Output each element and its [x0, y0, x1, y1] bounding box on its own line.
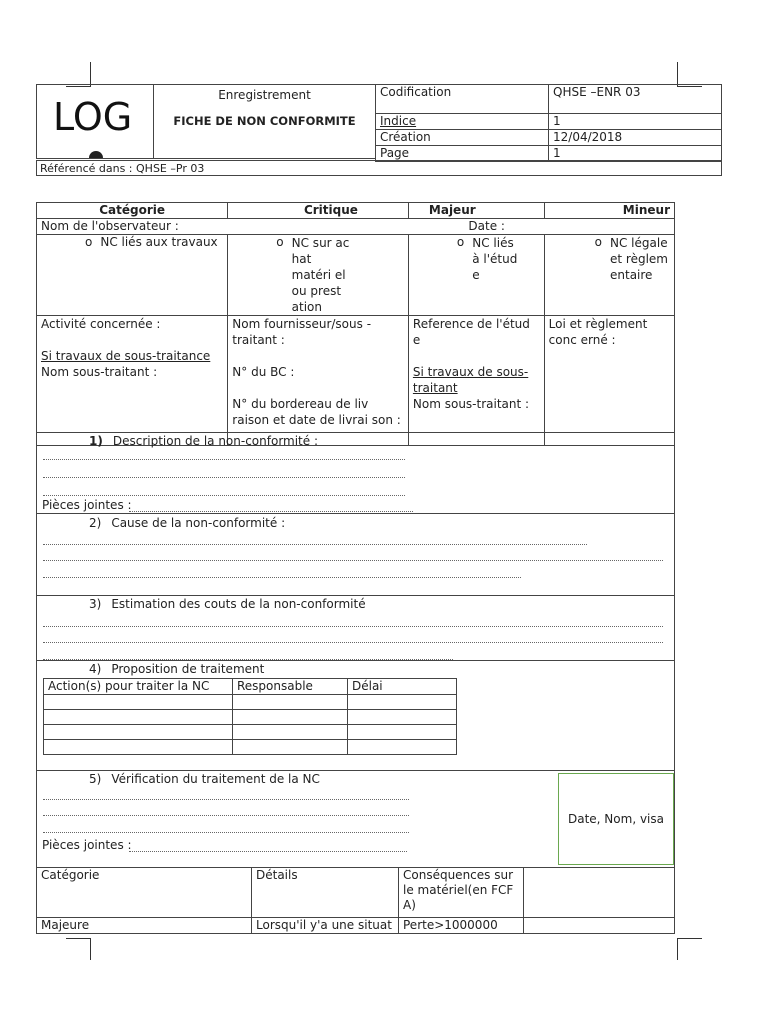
section-number: 4) [89, 662, 102, 676]
section-treatment-proposal [36, 660, 675, 771]
details-activity [37, 316, 228, 446]
writing-line[interactable] [43, 495, 405, 496]
subcontractor-name-label: Nom sous-traitant : [412, 397, 530, 411]
crop-mark-bl-v [90, 938, 91, 960]
record-type: Enregistrement [218, 88, 311, 102]
section-description [36, 432, 675, 514]
option-label: NC sur ac hat matéri el ou prest ation [291, 236, 350, 314]
option-etude[interactable] [408, 235, 544, 316]
def-header-consequences: Conséquences sur le matériel(en FCF A) [399, 868, 524, 918]
details-law [544, 316, 674, 446]
subcontract-label: Si travaux de sous-traitant [412, 365, 529, 395]
attachments-label: Pièces jointes : [42, 838, 132, 852]
def-cell-details: Lorsqu'il y'a une situat [252, 918, 399, 934]
writing-line[interactable] [43, 832, 409, 833]
section-1-title-row [89, 434, 318, 448]
writing-line[interactable] [43, 477, 405, 478]
page-value: 1 [549, 146, 722, 162]
bc-number-label: N° du BC : [232, 365, 295, 379]
observer-label: Nom de l'observateur : [37, 219, 409, 235]
option-travaux[interactable] [37, 235, 228, 316]
writing-line[interactable] [43, 815, 409, 816]
attachments-label: Pièces jointes : [42, 498, 132, 512]
indice-value: 1 [549, 114, 722, 130]
col-header-majeur: Majeur [408, 203, 544, 219]
treatment-table [43, 678, 457, 755]
writing-line[interactable] [43, 560, 663, 561]
writing-line[interactable] [43, 799, 409, 800]
bullet-icon: o [276, 235, 284, 249]
codification-value: QHSE –ENR 03 [549, 85, 722, 114]
section-5-title-row [89, 772, 320, 786]
logo-partial-glyph [89, 151, 103, 159]
subcontractor-name-label: Nom sous-traitant : [41, 365, 158, 379]
writing-line[interactable] [129, 851, 407, 852]
writing-line[interactable] [43, 577, 521, 578]
section-2-title-row [89, 516, 285, 530]
def-cell-category: Majeure [37, 918, 252, 934]
treatment-cell[interactable] [44, 740, 233, 755]
def-cell-extra [524, 918, 675, 934]
treatment-cell[interactable] [348, 725, 457, 740]
treatment-cell[interactable] [233, 695, 348, 710]
bullet-icon: o [85, 235, 93, 249]
crop-mark-br-h [677, 938, 702, 939]
bullet-icon: o [456, 235, 465, 249]
crop-mark-bl-h [66, 938, 91, 939]
writing-line[interactable] [43, 642, 663, 643]
section-title: Proposition de traitement [111, 662, 265, 676]
treatment-header-action: Action(s) pour traiter la NC [44, 679, 233, 695]
section-number: 2) [89, 516, 102, 530]
section-number: 5) [89, 772, 102, 786]
col-header-categorie: Catégorie [37, 203, 228, 219]
option-legale[interactable] [544, 235, 674, 316]
section-cost-estimate [36, 595, 675, 661]
col-header-mineur: Mineur [544, 203, 674, 219]
subcontract-label: Si travaux de sous-traitance [41, 349, 211, 363]
def-header-category: Catégorie [37, 868, 252, 918]
treatment-cell[interactable] [233, 740, 348, 755]
codification-table [375, 84, 722, 162]
creation-label: Création [376, 130, 549, 146]
section-title: Description de la non-conformité : [112, 434, 319, 448]
option-label: NC liés aux travaux [100, 235, 218, 249]
def-cell-consequences: Perte>1000000 [399, 918, 524, 934]
option-achat[interactable] [228, 235, 409, 316]
attachments-row [42, 838, 132, 852]
codification-label: Codification [376, 85, 549, 114]
indice-label: Indice [376, 114, 549, 130]
attachments-row [42, 498, 132, 512]
date-label: Date : [408, 219, 674, 235]
reference-text: Référencé dans : QHSE –Pr 03 [40, 162, 205, 175]
def-header-extra [524, 868, 675, 918]
treatment-cell[interactable] [44, 695, 233, 710]
section-verification [36, 770, 675, 868]
page-label: Page [376, 146, 549, 162]
col-header-critique: Critique [228, 203, 409, 219]
treatment-header-responsible: Responsable [233, 679, 348, 695]
def-header-details: Détails [252, 868, 399, 918]
treatment-cell[interactable] [348, 740, 457, 755]
treatment-cell[interactable] [44, 710, 233, 725]
details-study [408, 316, 544, 446]
crop-mark-br-v [677, 938, 678, 960]
crop-mark-tl-v [90, 62, 91, 86]
option-label: NC liés à l'étud e [472, 236, 518, 282]
signature-label: Date, Nom, visa [568, 812, 664, 826]
title-cell [153, 84, 376, 159]
treatment-cell[interactable] [348, 695, 457, 710]
creation-value: 12/04/2018 [549, 130, 722, 146]
law-label: Loi et règlement conc erné : [548, 317, 648, 347]
treatment-cell[interactable] [348, 710, 457, 725]
section-title: Cause de la non-conformité : [111, 516, 286, 530]
section-number: 1) [89, 434, 103, 448]
supplier-label: Nom fournisseur/sous - traitant : [232, 317, 372, 347]
crop-mark-tr-v [677, 62, 678, 86]
form-title: FICHE DE NON CONFORMITE [173, 114, 356, 128]
study-reference-label: Reference de l'étud e [412, 317, 530, 347]
treatment-cell[interactable] [233, 725, 348, 740]
option-label: NC légale et règlem entaire [610, 236, 668, 282]
section-cause [36, 513, 675, 596]
header-block [36, 84, 722, 176]
bullet-icon: o [594, 235, 602, 249]
signature-box[interactable] [558, 773, 674, 865]
section-4-title-row [89, 662, 264, 676]
writing-line[interactable] [43, 459, 405, 460]
section-title: Vérification du traitement de la NC [111, 772, 320, 786]
treatment-cell[interactable] [44, 725, 233, 740]
logo: LOG [53, 95, 133, 139]
writing-line[interactable] [43, 626, 663, 627]
reference-row [36, 160, 722, 176]
details-supplier [228, 316, 409, 446]
writing-line[interactable] [129, 511, 413, 512]
section-number: 3) [89, 597, 102, 611]
writing-line[interactable] [43, 544, 587, 545]
activity-label: Activité concernée : [41, 317, 161, 331]
section-3-title-row [89, 597, 366, 611]
category-definition-table [36, 867, 675, 934]
logo-cell [36, 84, 154, 159]
category-table [36, 202, 675, 446]
delivery-note-label: N° du bordereau de liv raison et date de livrai son : [232, 397, 401, 427]
treatment-header-deadline: Délai [348, 679, 457, 695]
section-title: Estimation des couts de la non-conformité [111, 597, 366, 611]
treatment-cell[interactable] [233, 710, 348, 725]
